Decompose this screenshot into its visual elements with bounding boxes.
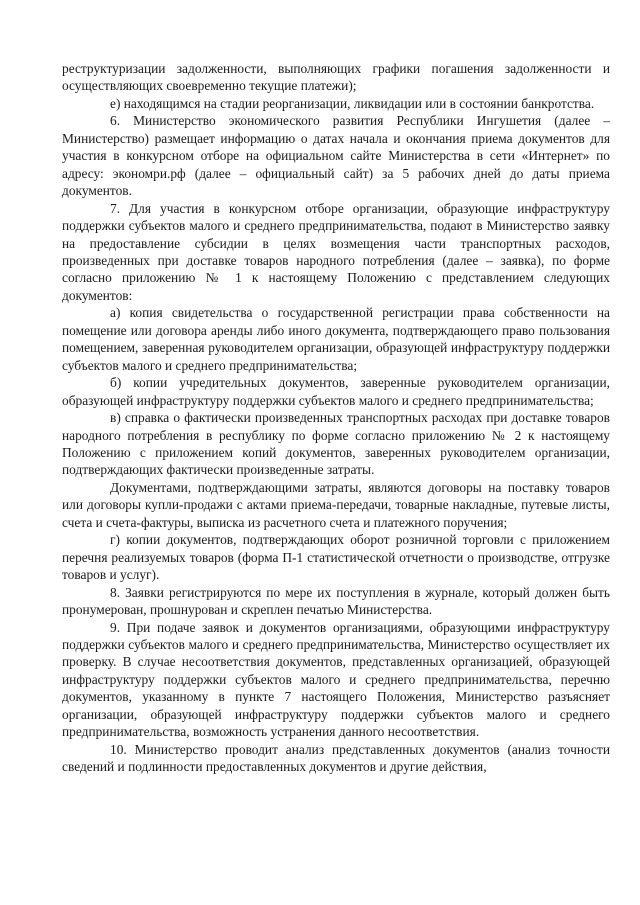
paragraph-continuation: реструктуризации задолженности, выполняющих графики погашения задолженности и осуществляющих своевременно текущие платежи); [62, 61, 610, 94]
paragraph-documents-costs: Документами, подтверждающими затраты, являются договоры на поставку товаров или договоры купли-продажи с актами приема-передачи, товарные накладные, путевые листы, счета и счета-фактуры, выписка из расчетного счета и платежного поручения; [62, 479, 610, 530]
paragraph-8: 8. Заявки регистрируются по мере их поступления в журнале, который должен быть пронумерован, прошнурован и скреплен печатью Министерства. [62, 584, 610, 618]
paragraph-item-b: б) копии учредительных документов, заверенные руководителем организации, образующей инфраструктуру поддержки субъектов малого и среднего предпринимательства; [62, 375, 610, 408]
paragraph-item-e: е) находящимся на стадии реорганизации, ликвидации или в состоянии банкротства. [110, 95, 595, 111]
document-page [62, 60, 610, 776]
paragraph-6: 6. Министерство экономического развития Республики Ингушетия (далее – Министерство) размещает информацию о датах начала и окончания приема документов для участия в конкурсном отборе на официальном сайте Министерства в сети «Интернет» по адресу: экономри.рф (далее – официальный сайт) за 5 рабочих дней до даты приема документов. [62, 113, 610, 199]
paragraph-item-a: а) копия свидетельства о государственной регистрации права собственности на помещение или договора аренды либо иного документа, подтверждающего право пользования помещением, заверенная руководителем организации, образующей инфраструктуру поддержки субъектов малого и среднего предпринимательства; [62, 305, 610, 373]
paragraph-9: 9. При подаче заявок и документов организациями, образующими инфраструктуру поддержки субъектов малого и среднего предпринимательства, Министерство осуществляет их проверку. В случае несоответствия документов, представленных организацией, образующей инфраструктуру поддержки субъектов малого и среднего предпринимательства, перечню документов, указанному в пункте 7 настоящего Положения, Министерство разъясняет организации, образующей инфраструктуру поддержки субъектов малого и среднего предпринимательства, возможность устранения данного несоответствия. [62, 619, 610, 740]
paragraph-item-v: в) справка о фактически произведенных транспортных расходах при доставке товаров народного потребления в республику по форме согласно приложению № 2 к настоящему Положению с приложением копий документов, заверенных руководителем организации, подтверждающих фактически произведенные затраты. [62, 410, 610, 478]
paragraph-7: 7. Для участия в конкурсном отборе организации, образующие инфраструктуру поддержки субъектов малого и среднего предпринимательства, подают в Министерство заявку на предоставление субсидии в целях возмещения части транспортных расходов, произведенных при доставке товаров народного потребления (далее – заявка), по форме согласно приложению № 1 к настоящему Положению с представлением следующих документов: [62, 200, 610, 303]
paragraph-item-g: г) копии документов, подтверждающих оборот розничной торговли с приложением перечня реализуемых товаров (форма П-1 статистической отчетности о производстве, отгрузке товаров и услуг). [62, 532, 610, 583]
paragraph-10: 10. Министерство проводит анализ представленных документов (анализ точности сведений и подлинности предоставленных документов и другие действия, [62, 741, 610, 775]
